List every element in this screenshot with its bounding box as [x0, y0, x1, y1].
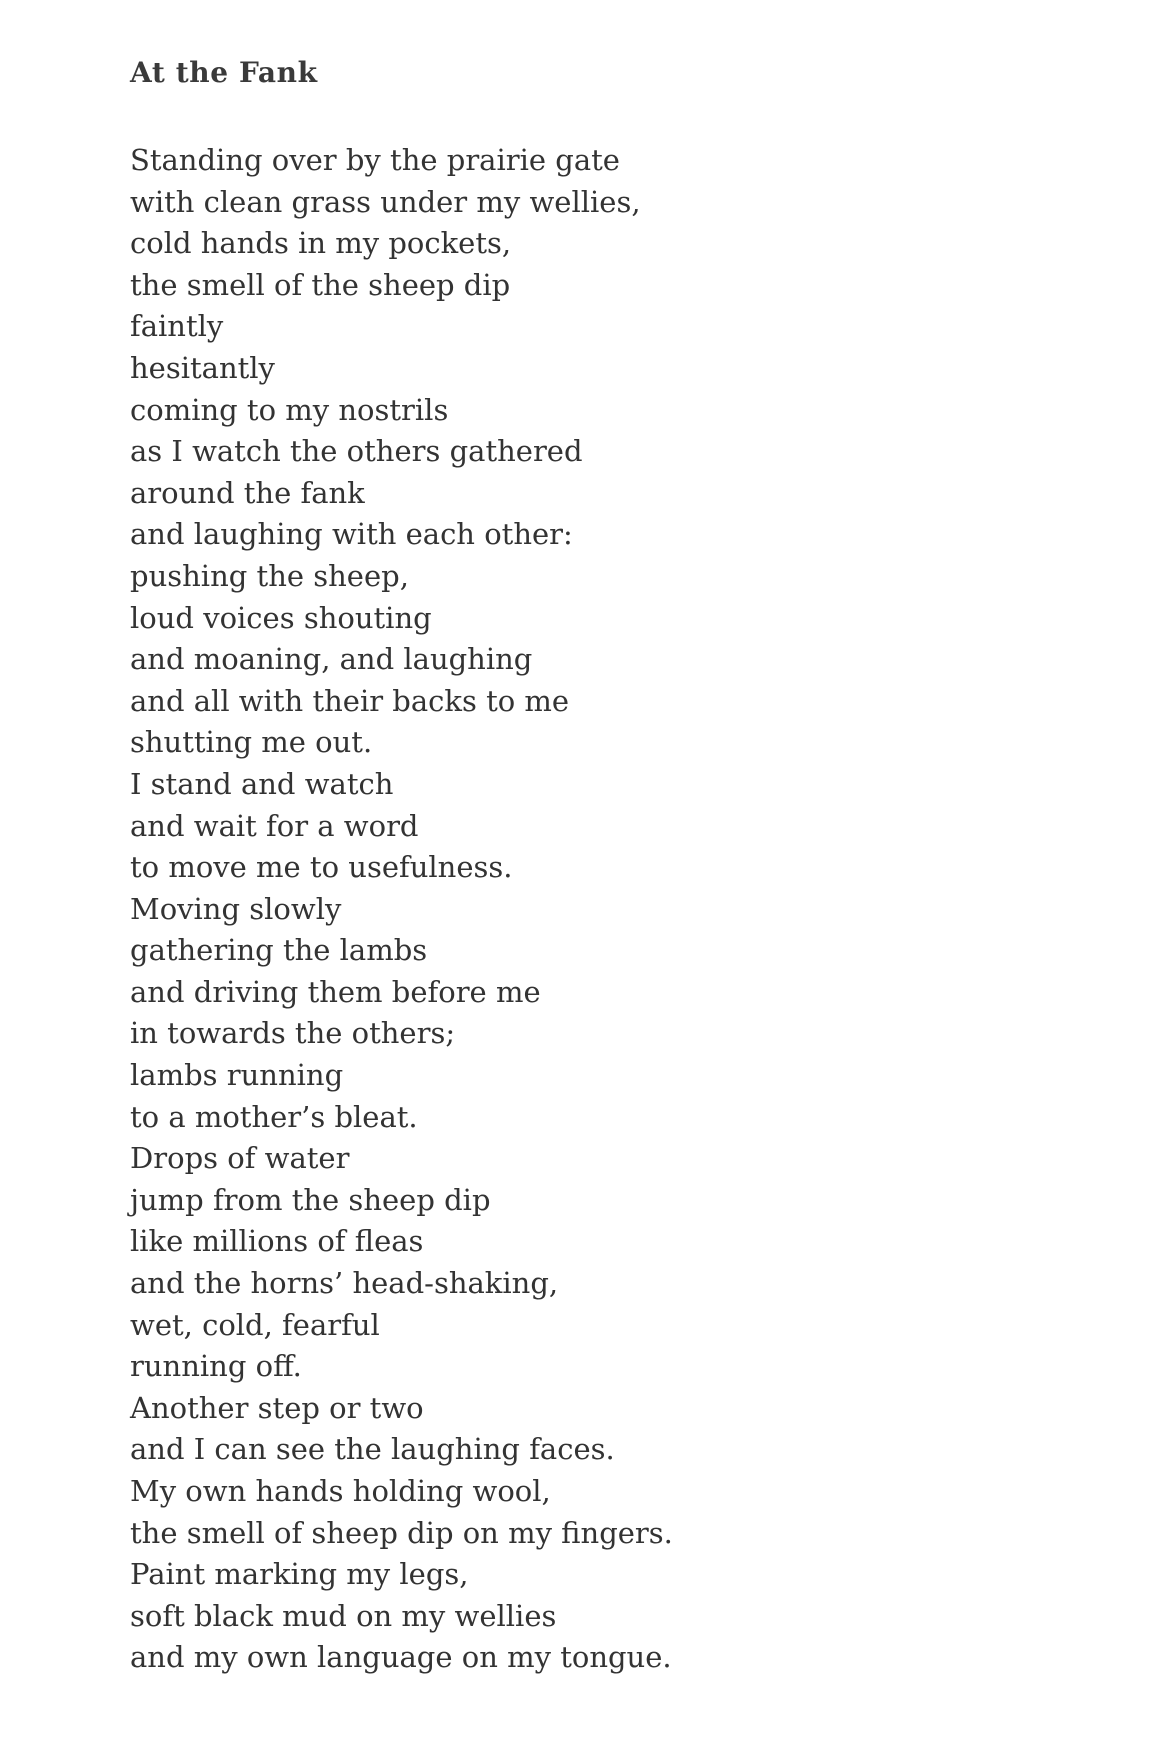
- poem-line: My own hands holding wool,: [130, 1474, 551, 1508]
- poem-line: around the fank: [130, 475, 365, 510]
- poem-line: to a mother’s bleat.: [130, 1099, 418, 1134]
- poem-line: gathering the lambs: [130, 933, 428, 968]
- poem-line: I stand and watch: [130, 766, 394, 801]
- poem-line: hesitantly: [130, 350, 275, 385]
- poem-line: to move me to usefulness.: [130, 850, 513, 885]
- poem-title: At the Fank: [130, 56, 318, 89]
- poem-line: cold hands in my pockets,: [130, 226, 512, 261]
- poem-line: like millions of fleas: [130, 1224, 424, 1259]
- poem-line: the smell of sheep dip on my fingers.: [130, 1515, 673, 1550]
- poem-line: loud voices shouting: [130, 600, 432, 635]
- poem-line: and I can see the laughing faces.: [130, 1432, 615, 1467]
- poem-line: and my own language on my tongue.: [130, 1640, 672, 1675]
- poem-line: Another step or two: [130, 1390, 424, 1425]
- poem-line: and the horns’ head-shaking,: [130, 1266, 559, 1301]
- poem-line: wet, cold, fearful: [130, 1307, 380, 1342]
- poem-line: Drops of water: [130, 1141, 350, 1176]
- poem-body: [130, 140, 1030, 1679]
- poem-line: Paint marking my legs,: [130, 1557, 469, 1592]
- poem-line: Moving slowly: [130, 891, 342, 926]
- poem-line: and driving them before me: [130, 974, 541, 1009]
- poem-line: soft black mud on my wellies: [130, 1598, 557, 1633]
- poem-line: faintly: [130, 309, 224, 344]
- poem-line: lambs running: [130, 1058, 344, 1093]
- poem-line: the smell of the sheep dip: [130, 267, 511, 302]
- poem-line: as I watch the others gathered: [130, 434, 583, 469]
- poem-line: and laughing with each other:: [130, 517, 573, 552]
- poem-line: shutting me out.: [130, 725, 373, 760]
- poem-line: with clean grass under my wellies,: [130, 184, 641, 219]
- poem-line: in towards the others;: [130, 1016, 456, 1051]
- poem-line: and moaning, and laughing: [130, 642, 533, 677]
- poem-line: coming to my nostrils: [130, 392, 449, 427]
- poem-line: and wait for a word: [130, 808, 419, 843]
- poem-line: running off.: [130, 1349, 302, 1384]
- poem-page: [130, 52, 1030, 1679]
- poem-line: jump from the sheep dip: [130, 1182, 491, 1217]
- poem-line: Standing over by the prairie gate: [130, 143, 620, 177]
- poem-line: and all with their backs to me: [130, 683, 570, 718]
- poem-line: pushing the sheep,: [130, 558, 409, 593]
